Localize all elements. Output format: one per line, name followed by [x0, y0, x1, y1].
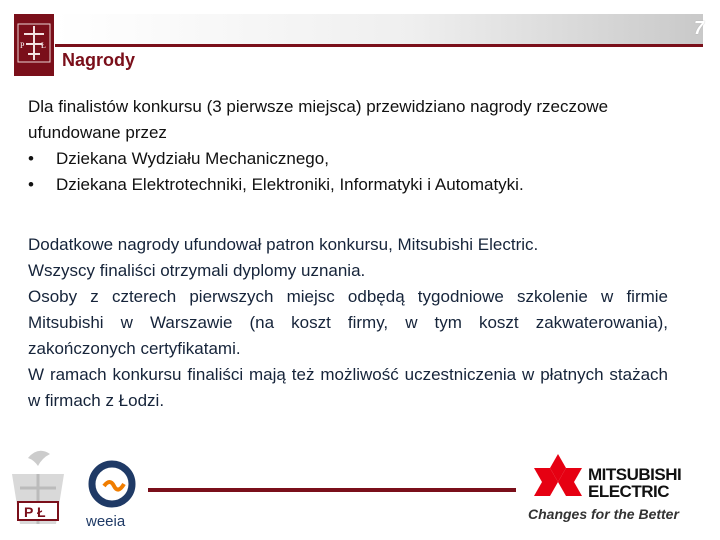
bullet-icon: •: [28, 175, 34, 194]
header-bar: [55, 14, 703, 47]
bullet-list: [28, 146, 524, 198]
slogan: Changes for the Better: [528, 506, 679, 522]
weeia-logo: [80, 456, 150, 530]
mitsubishi-wordmark: [588, 466, 681, 500]
list-item: [28, 146, 524, 172]
list-item-text: Dziekana Wydziału Mechanicznego,: [56, 149, 329, 168]
body-line: Wszyscy finaliści otrzymali dyplomy uznania.: [28, 261, 366, 280]
list-item-text: Dziekana Elektrotechniki, Elektroniki, Informatyki i Automatyki.: [56, 175, 524, 194]
list-item: [28, 172, 524, 198]
bullet-icon: •: [28, 149, 34, 168]
slide-number: 7: [693, 18, 704, 38]
lodz-university-logo: [6, 444, 70, 530]
svg-text:P: P: [20, 41, 25, 50]
body-line: Dodatkowe nagrody ufundował patron konkursu, Mitsubishi Electric.: [28, 235, 539, 254]
page-title: Nagrody: [62, 50, 136, 70]
body-line: Osoby z czterech pierwszych miejsc odbędą tygodniowe szkolenie w firmie Mitsubishi w Warszawie (na koszt firmy, w tym koszt zakwaterowania), zakończonych certyfikatami.: [28, 287, 668, 358]
electric-name: ELECTRIC: [588, 482, 669, 501]
body-text: [28, 232, 668, 414]
svg-text:Ł: Ł: [41, 41, 46, 50]
university-logo: [14, 14, 54, 76]
footer-divider: [148, 488, 516, 492]
body-line: W ramach konkursu finaliści mają też możliwość uczestniczenia w płatnych stażach w firmach z Łodzi.: [28, 365, 668, 410]
mitsubishi-name: MITSUBISHI: [588, 465, 682, 484]
intro-text: Dla finalistów konkursu (3 pierwsze miejsca) przewidziano nagrody rzeczowe ufundowane przez: [28, 97, 609, 142]
pl-logo-text: P Ł: [24, 504, 46, 520]
weeia-logo-text: weeia: [86, 513, 126, 530]
